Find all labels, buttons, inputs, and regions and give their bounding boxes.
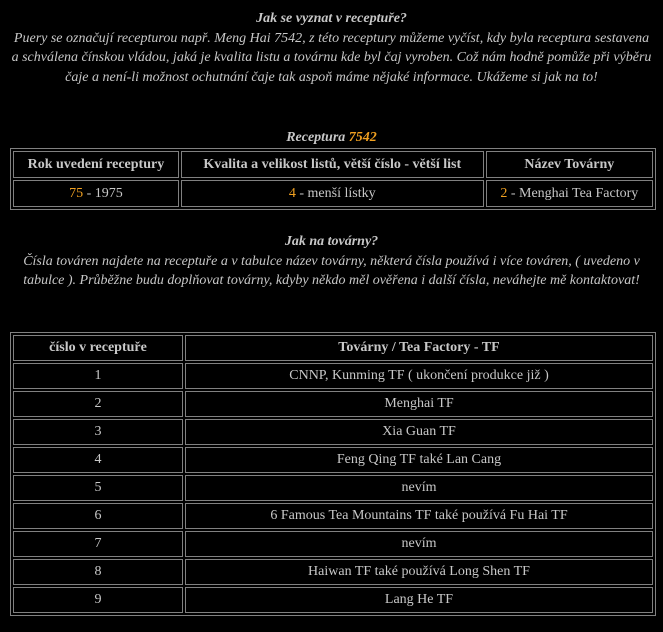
recipe-header-row bbox=[13, 151, 653, 178]
factory-name: nevím bbox=[185, 531, 653, 557]
factory-name: Feng Qing TF také Lan Cang bbox=[185, 447, 653, 473]
factory-header-name: Továrny / Tea Factory - TF bbox=[185, 335, 653, 361]
factory-name: Haiwan TF také používá Long Shen TF bbox=[185, 559, 653, 585]
factories-intro-text: Čísla továren najdete na receptuře a v tabulce název továrny, některá čísla používá i více továren, ( uvedeno v tabulce ). Průběžne budu doplňovat továrny, kdyby někdo měl ověřena i další čísla, neváhejte mě kontaktovat! bbox=[23, 253, 640, 288]
recipe-header-year: Rok uvedení receptury bbox=[13, 151, 179, 178]
factory-number: 8 bbox=[13, 559, 183, 585]
recipe-header-factory: Název Továrny bbox=[486, 151, 653, 178]
factories-intro-section bbox=[0, 232, 663, 291]
intro-section bbox=[0, 9, 663, 87]
factories-heading: Jak na továrny? bbox=[284, 234, 379, 249]
factory-number: 1 bbox=[13, 363, 183, 389]
factory-number: 4 bbox=[13, 447, 183, 473]
recipe-cell-leaf bbox=[181, 180, 484, 207]
recipe-factory-text: - Menghai Tea Factory bbox=[507, 185, 639, 201]
recipe-row bbox=[13, 180, 653, 207]
factory-number: 6 bbox=[13, 503, 183, 529]
intro-text: Puery se označují recepturou např. Meng Hai 7542, z této receptury můžeme vyčíst, kdy byla receptura sestavena a schválena čínskou vládou, jaká je kvalita listu a továrnu kde byl čaj vyroben. Což nám hodně pomůže při výběru čaje a není-li možnost ochutnání čaje tak aspoň máme nějaké informace. Ukážeme si jak na to! bbox=[11, 30, 652, 85]
recipe-title-prefix: Receptura bbox=[286, 130, 349, 145]
recipe-leaf-text: - menší lístky bbox=[295, 185, 376, 201]
table-row bbox=[13, 391, 653, 417]
factory-number: 9 bbox=[13, 587, 183, 613]
recipe-header-leaf: Kvalita a velikost listů, větší číslo - větší list bbox=[181, 151, 484, 178]
factory-name: CNNP, Kunming TF ( ukončení produkce již ) bbox=[185, 363, 653, 389]
table-row bbox=[13, 363, 653, 389]
table-row bbox=[13, 447, 653, 473]
table-row bbox=[13, 531, 653, 557]
recipe-table bbox=[10, 148, 656, 210]
table-row bbox=[13, 475, 653, 501]
factory-number: 3 bbox=[13, 419, 183, 445]
recipe-leaf-code: 4 bbox=[288, 185, 296, 201]
table-row bbox=[13, 503, 653, 529]
table-row bbox=[13, 587, 653, 613]
recipe-cell-factory bbox=[486, 180, 653, 207]
factory-name: 6 Famous Tea Mountains TF také používá Fu Hai TF bbox=[185, 503, 653, 529]
recipe-cell-year bbox=[13, 180, 179, 207]
factory-table bbox=[10, 332, 656, 616]
recipe-title bbox=[0, 130, 663, 146]
recipe-year-text: - 1975 bbox=[83, 185, 123, 201]
factory-number: 2 bbox=[13, 391, 183, 417]
intro-heading: Jak se vyznat v receptuře? bbox=[256, 11, 407, 26]
recipe-year-code: 75 bbox=[69, 185, 84, 201]
factory-name: Lang He TF bbox=[185, 587, 653, 613]
factory-name: Menghai TF bbox=[185, 391, 653, 417]
table-row bbox=[13, 559, 653, 585]
recipe-title-number: 7542 bbox=[348, 130, 377, 145]
factory-number: 7 bbox=[13, 531, 183, 557]
factory-header-row bbox=[13, 335, 653, 361]
factory-header-number: číslo v receptuře bbox=[13, 335, 183, 361]
recipe-factory-code: 2 bbox=[500, 185, 508, 201]
factory-name: nevím bbox=[185, 475, 653, 501]
factory-name: Xia Guan TF bbox=[185, 419, 653, 445]
factory-number: 5 bbox=[13, 475, 183, 501]
table-row bbox=[13, 419, 653, 445]
